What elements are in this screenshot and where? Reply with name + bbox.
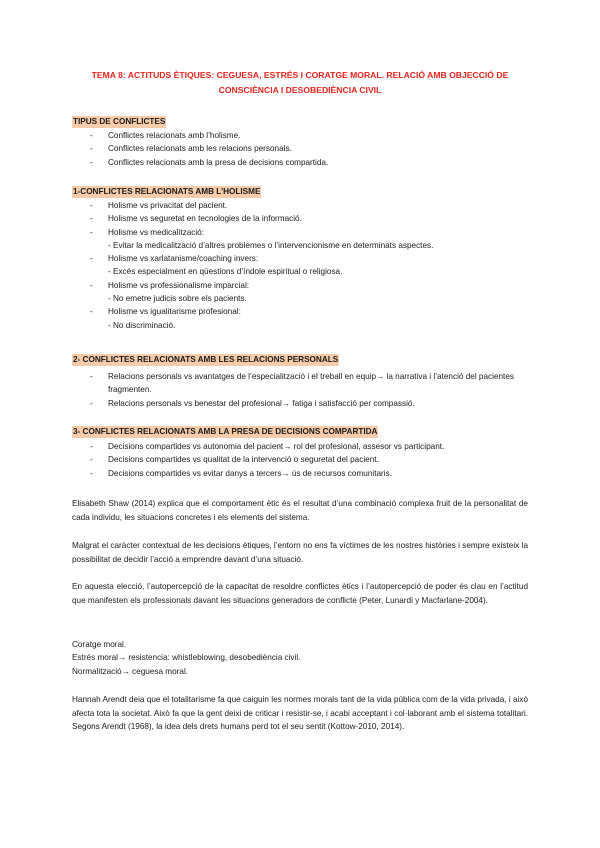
tipus-heading: TIPUS DE CONFLICTES [73, 117, 166, 126]
coratge-block [72, 638, 300, 678]
list-subitem: - Excés especialment en qüestions d’índole espiritual o religiosa. [108, 267, 343, 277]
title-line-2: CONSCIÈNCIA I DESOBEDIÈNCIA CIVIL [218, 85, 382, 95]
paragraph-eleccio: En aquesta elecció, l’autopercepció de la capacitat de resoldre conflictes ètics i l’autopercepció de poder és clau en l’actitud que manifesten els professionals davant les situacions generadors de conflicte (Peter, Lunardi y Macfarlane-2004). [72, 582, 528, 605]
paragraph-shaw: Elisabeth Shaw (2014) explica que el comportament ètic és el resultat d’una combinació complexa fruit de la personalitat de cada individu, les situacions concretes i els elements del sistema. [72, 499, 528, 522]
title-line-1: TEMA 8: ACTITUDS ÈTIQUES: CEGUESA, ESTRÉS I CORATGE MORAL. RELACIÓ AMB OBJECCIÓ DE [91, 70, 509, 80]
section3-heading: 3- CONFLICTES RELACIONATS AMB LA PRESA DE DECISIONS COMPARTIDA [73, 427, 378, 436]
list-item: - Holisme vs xarlatanisme/coaching invers: - Excés especialment en qüestions d’índole espiritual o religiosa. [72, 252, 532, 279]
list-item: - Conflictes relacionats amb l’holisme. [90, 131, 241, 140]
list-subitem: - No emetre judicis sobre els pacients. [108, 294, 247, 304]
list-item: - Holisme vs igualitarisme profesional: - No discriminació. [72, 305, 532, 332]
list-subitem: - No discriminació. [108, 320, 176, 330]
coratge-line-2: Estrés moral→ resistencia: whistleblowing, desobediència civil. [72, 653, 301, 663]
list-item: - Holisme vs seguretat en tecnologies de la informació. [90, 214, 302, 224]
list-subitem: - Evitar la medicalització d’altres problemes o l’intervencionisme en determinats aspectes. [108, 240, 434, 250]
paragraph-malgrat: Malgrat el caràcter contextual de les decisions ètiques, l’entorn no ens fa víctimes de les nostres històries i sempre existeix la possibilitat de decidir l’acció a emprendre davant d’una situació. [72, 541, 528, 564]
section2-list [72, 370, 532, 410]
list-item: - Conflictes relacionats amb les relacions personals. [90, 144, 292, 154]
coratge-line-1: Coratge moral. [72, 640, 127, 649]
list-item: - Relacions personals vs benestar del profesional→ fatiga i satisfacció per compassió. [90, 398, 415, 408]
tipus-list [72, 129, 532, 169]
list-item: - Conflictes relacionats amb la presa de decisions compartida. [90, 157, 329, 167]
section2-heading: 2- CONFLICTES RELACIONATS AMB LES RELACIONS PERSONALS [73, 355, 339, 364]
section1-heading: 1-CONFLICTES RELACIONATS AMB L’HOLISME [73, 187, 261, 196]
list-item: - Decisions compartides vs autonomia del pacient→ rol del profesional, assesor vs participant. [90, 442, 445, 451]
list-item: - Relacions personals vs avantatges de l’especialització i el treball en equip→ la narrativa i l’atenció del pacientes fragmenten. [90, 372, 514, 395]
section3-list [72, 440, 532, 480]
list-item: - Holisme vs medicalització: - Evitar la medicalització d’altres problemes o l’intervencionisme en determinats aspectes. [72, 226, 532, 253]
list-item: - Holisme vs professionalisme imparcial: - No emetre judicis sobre els pacients. [72, 279, 532, 306]
paragraph-arendt: Hannah Arendt deia que el totalitarisme fa que caiguin les normes morals tant de la vida pública com de la vida privada, i això afecta tota la societat. Això fa que la gent deixi de criticar i resistir-se, i acabi acceptant i col·laborant amb el sistema totalitari. Segons Arendt (1968), la idea dels drets humans perd tot el seu sentit (Kottow-2010, 2014). [72, 695, 528, 731]
list-item: - Holisme vs privacitat del pacient. [90, 201, 228, 210]
coratge-line-3: Normalització→ ceguesa moral. [72, 666, 189, 676]
list-item: - Decisions compartides vs qualitat de la intervenció o seguretat del pacient. [90, 455, 379, 465]
list-item: - Decisions compartides vs evitar danys a tercers→ ús de recursos comunitaris. [90, 468, 392, 478]
document-title [90, 68, 510, 98]
section1-list [72, 199, 532, 332]
